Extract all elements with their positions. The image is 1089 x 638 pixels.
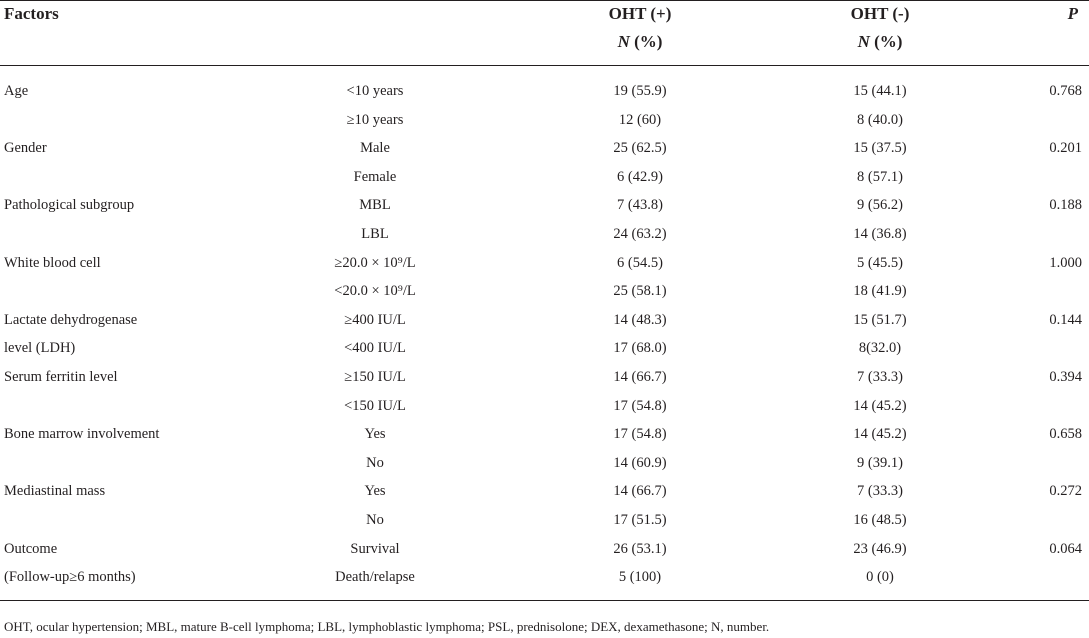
row-factor: level (LDH): [4, 340, 76, 357]
table-footnote: OHT, ocular hypertension; MBL, mature B-cell lymphoma; LBL, lymphoblastic lymphoma; PSL, prednisolone; DEX, dexamethasone; N, number.: [4, 619, 770, 634]
row-oht-positive: 12 (60): [618, 111, 662, 128]
row-level: ≥20.0 × 10⁹/L: [334, 254, 416, 271]
header-n-italic: N: [617, 32, 630, 51]
row-oht-positive: 14 (66.7): [613, 369, 667, 385]
header-oht-negative-unit: [820, 31, 940, 53]
row-oht-negative: 0 (0): [866, 569, 894, 586]
header-oht-negative: OHT (-): [850, 4, 910, 23]
row-factor: Mediastinal mass: [4, 483, 106, 500]
row-level: Death/relapse: [335, 569, 415, 586]
row-level: Survival: [350, 540, 400, 557]
row-oht-positive: 25 (62.5): [613, 140, 667, 157]
row-level: Yes: [364, 426, 386, 443]
row-oht-positive: 5 (100): [618, 569, 662, 586]
row-level: No: [366, 454, 384, 471]
row-level: Yes: [364, 483, 386, 500]
header-p-value: P: [1067, 4, 1078, 23]
row-oht-negative: 15 (37.5): [853, 140, 907, 157]
row-oht-negative: 14 (45.2): [853, 397, 907, 414]
row-oht-negative: 8 (57.1): [857, 168, 903, 185]
row-p-value: 0.658: [1049, 426, 1082, 443]
header-pct: (%): [869, 32, 903, 51]
row-oht-positive: 6 (54.5): [617, 254, 663, 271]
row-factor: Gender: [4, 140, 47, 157]
header-n-italic: N: [857, 32, 870, 51]
row-oht-negative: 15 (44.1): [853, 83, 907, 99]
row-p-value: 0.201: [1049, 140, 1082, 157]
row-oht-positive: 17 (54.8): [613, 426, 667, 443]
row-oht-positive: 17 (51.5): [613, 512, 667, 528]
row-oht-positive: 14 (48.3): [613, 311, 667, 328]
row-p-value: 0.064: [1049, 540, 1082, 557]
row-oht-negative: 14 (36.8): [853, 226, 907, 242]
row-oht-positive: 19 (55.9): [613, 83, 667, 99]
row-level: <400 IU/L: [344, 340, 406, 357]
row-oht-negative: 15 (51.7): [853, 311, 907, 328]
row-factor: Serum ferritin level: [4, 369, 118, 385]
header-factors: Factors: [4, 4, 59, 23]
row-level: No: [366, 512, 384, 528]
row-level: <150 IU/L: [344, 397, 406, 414]
row-level: <10 years: [346, 83, 404, 99]
header-rule: [0, 65, 1089, 66]
row-oht-positive: 17 (54.8): [613, 397, 667, 414]
row-oht-negative: 9 (56.2): [857, 197, 903, 214]
row-factor: Bone marrow involvement: [4, 426, 160, 443]
row-oht-negative: 7 (33.3): [857, 483, 903, 500]
row-oht-negative: 7 (33.3): [857, 369, 903, 385]
row-oht-negative: 8 (40.0): [857, 111, 903, 128]
row-level: MBL: [359, 197, 391, 214]
row-oht-negative: 9 (39.1): [857, 454, 903, 471]
row-oht-positive: 25 (58.1): [613, 283, 667, 300]
row-level: LBL: [361, 226, 389, 242]
row-level: <20.0 × 10⁹/L: [334, 283, 416, 300]
row-oht-positive: 6 (42.9): [617, 168, 663, 185]
row-p-value: 0.394: [1049, 369, 1082, 385]
row-factor: Age: [4, 83, 29, 99]
row-oht-positive: 14 (66.7): [613, 483, 667, 500]
row-oht-positive: 17 (68.0): [613, 340, 667, 357]
bottom-rule: [0, 600, 1089, 601]
row-oht-positive: 7 (43.8): [617, 197, 663, 214]
row-p-value: 0.768: [1049, 83, 1082, 99]
row-level: Male: [360, 140, 390, 157]
row-oht-negative: 18 (41.9): [853, 283, 907, 300]
row-oht-positive: 26 (53.1): [613, 540, 667, 557]
row-oht-negative: 23 (46.9): [853, 540, 907, 557]
row-factor: Outcome: [4, 540, 58, 557]
row-oht-negative: 8(32.0): [858, 340, 902, 357]
top-rule: [0, 0, 1089, 1]
row-oht-positive: 14 (60.9): [613, 454, 667, 471]
row-level: ≥400 IU/L: [344, 311, 406, 328]
row-oht-negative: 16 (48.5): [853, 512, 907, 528]
header-oht-positive-unit: [580, 31, 700, 53]
row-oht-negative: 5 (45.5): [857, 254, 903, 271]
header-pct: (%): [629, 32, 663, 51]
header-oht-positive: OHT (+): [608, 4, 672, 23]
row-level: ≥150 IU/L: [344, 369, 406, 385]
row-factor: Pathological subgroup: [4, 197, 135, 214]
row-p-value: 0.144: [1049, 311, 1082, 328]
row-level: ≥10 years: [346, 111, 404, 128]
row-p-value: 0.188: [1049, 197, 1082, 214]
row-factor: Lactate dehydrogenase: [4, 311, 138, 328]
row-p-value: 1.000: [1049, 254, 1082, 271]
row-level: Female: [353, 168, 397, 185]
row-oht-negative: 14 (45.2): [853, 426, 907, 443]
row-factor: (Follow-up≥6 months): [4, 569, 136, 586]
row-p-value: 0.272: [1049, 483, 1082, 500]
row-oht-positive: 24 (63.2): [613, 226, 667, 242]
row-factor: White blood cell: [4, 254, 101, 271]
